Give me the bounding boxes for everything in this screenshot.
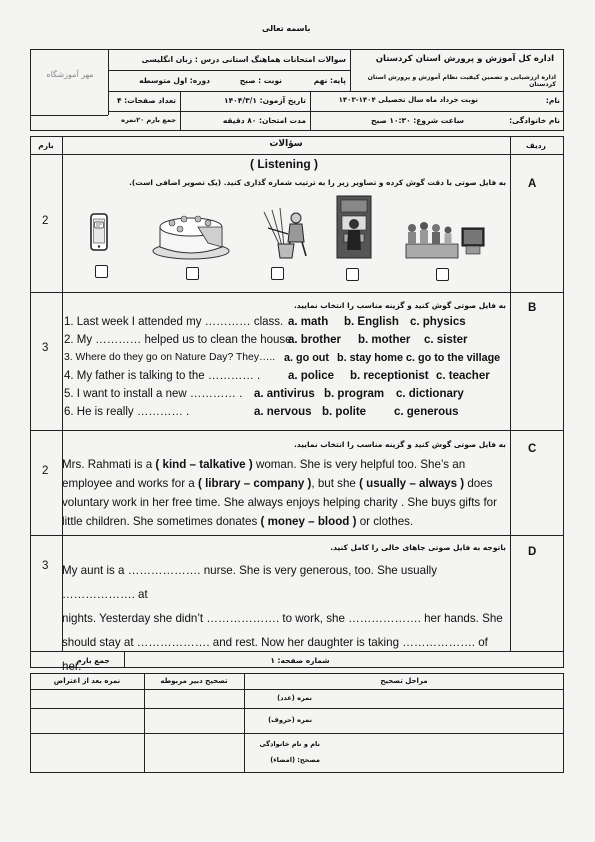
section-score-d: 3	[42, 560, 49, 572]
paragraph-c: Mrs. Rahmati is a ( kind – talkative ) woman. She is very helpful too. She’s an employee and works for a ( library – company ), but she ( usually – always ) does voluntary work in her free time. She always enjoys helping charity . She buys gifts for little children. She sometimes donates ( money – blood ) or clothes.	[62, 458, 497, 528]
page-number: شماره صفحه: ۱	[270, 656, 330, 665]
option-a[interactable]: a. math	[288, 316, 329, 328]
teacher-correction-header: تصحیح دبیر مربوطه	[160, 677, 228, 685]
corrector-name-label: نام و نام خانوادگی	[259, 740, 320, 748]
picture-checkbox-1[interactable]	[95, 265, 108, 278]
option-a[interactable]: a. go out	[284, 352, 329, 364]
exam-term: نوبت خرداد ماه سال تحصیلی ۱۴۰۴-۱۴۰۳	[338, 96, 478, 104]
option-b[interactable]: b. mother	[358, 334, 411, 346]
option-c[interactable]: c. sister	[424, 334, 468, 346]
phone-icon	[86, 212, 112, 254]
section-letter-c: C	[528, 443, 537, 455]
exam-date: تاریخ آزمون: ۱۴۰۴/۳/۱	[224, 96, 306, 105]
option-a[interactable]: a. antivirus	[254, 388, 315, 400]
picture-checkbox-2[interactable]	[186, 267, 199, 280]
atm-icon	[334, 194, 374, 260]
grading-steps-header: مراحل تصحیح	[380, 677, 428, 685]
list-item	[64, 352, 504, 368]
section-letter-d: D	[528, 546, 537, 558]
option-a[interactable]: a. brother	[288, 334, 342, 346]
question-text: 1. Last week I attended my ………… class.	[64, 316, 284, 328]
option-b[interactable]: b. program	[324, 388, 385, 400]
question-text: 2. My ………… helped us to clean the house.	[64, 334, 295, 346]
school-stamp-label: مهر آموزشگاه	[46, 70, 94, 79]
option-c[interactable]: c. dictionary	[396, 388, 464, 400]
section-score-a: 2	[42, 215, 49, 227]
score-letters-label: نمره (حروف)	[268, 716, 312, 724]
level-label: دوره: اول متوسطه	[139, 76, 210, 85]
choice-library-company[interactable]: ( library – company )	[197, 477, 312, 490]
duration: مدت امتحان: ۸۰ دقیقه	[222, 116, 306, 125]
option-c[interactable]: c. go to the village	[406, 352, 501, 364]
picture-checkbox-4[interactable]	[346, 268, 359, 281]
option-b[interactable]: b. polite	[322, 406, 367, 418]
fill-blank-line[interactable]: My aunt is a ………………. nurse. She is very generous, too. She usually ………………. at	[62, 564, 438, 601]
option-a[interactable]: a. nervous	[254, 406, 312, 418]
section-score-c: 2	[42, 465, 49, 477]
section-score-b: 3	[42, 342, 49, 354]
list-item	[64, 316, 504, 332]
score-numeric-label: نمره (عدد)	[277, 694, 312, 702]
option-b[interactable]: b. English	[344, 316, 399, 328]
list-item	[64, 334, 504, 350]
list-item	[64, 388, 504, 404]
fill-blank-line[interactable]: should stay at ………………. and rest. Now her daughter is taking ………………. of her.	[62, 636, 488, 673]
section-instruction-d: باتوجه به فایل صوتی جاهای خالی را کامل کنید.	[330, 543, 506, 552]
name-label: نام:	[545, 96, 560, 105]
section-instruction-b: به فایل صوتی گوش کنید و گزینه مناسب را انتخاب نمایید.	[293, 301, 506, 310]
corrector-sign-label: مصحح: (امضاء)	[270, 756, 320, 764]
option-c[interactable]: c. teacher	[436, 370, 490, 382]
question-text: 3. Where do they go on Nature Day? They…..	[64, 352, 276, 363]
family-label: نام خانوادگی:	[509, 116, 560, 125]
appeal-score-header: نمره بعد از اعتراض	[53, 677, 121, 685]
family-tv-icon	[404, 216, 486, 260]
section-instruction-c: به فایل صوتی گوش کنید و گزینه مناسب را انتخاب نمایید.	[293, 440, 506, 449]
choice-usually-always[interactable]: ( usually – always )	[359, 477, 465, 490]
choice-money-blood[interactable]: ( money – blood )	[260, 515, 357, 528]
listening-title: ( Listening )	[250, 157, 318, 171]
picture-checkbox-5[interactable]	[436, 268, 449, 281]
picture-checkbox-3[interactable]	[271, 267, 284, 280]
list-item	[64, 406, 504, 422]
option-a[interactable]: a. police	[288, 370, 335, 382]
option-c[interactable]: c. physics	[410, 316, 466, 328]
question-text: 6. He is really ………… .	[64, 406, 190, 418]
gardening-icon	[258, 206, 314, 260]
option-b[interactable]: b. stay home	[337, 352, 403, 364]
question-text: 5. I want to install a new ………… .	[64, 388, 243, 400]
shift-label: نوبت : صبح	[239, 76, 282, 85]
bismillah: باسمه تعالی	[262, 24, 311, 33]
cake-icon	[150, 205, 232, 261]
question-text: 4. My father is talking to the ………… .	[64, 370, 261, 382]
choice-kind-talkative[interactable]: ( kind – talkative )	[155, 458, 253, 471]
section-letter-b: B	[528, 302, 537, 314]
exam-title: سوالات امتحانات هماهنگ استانی درس : زبان انگلیسی	[141, 55, 346, 64]
section-instruction-a: به فایل صوتی با دقت گوش کرده و تصاویر زیر را به ترتیب شماره گذاری کنید. (یک تصویر اضافی است).	[129, 178, 506, 187]
department-title: اداره کل آموزش و پرورش استان کردستان	[375, 54, 554, 64]
total-score: جمع بارم ۲۰نمره	[121, 116, 176, 124]
option-b[interactable]: b. receptionist	[350, 370, 429, 382]
questions-header: سؤالات	[269, 139, 303, 149]
grade-label: پایه: نهم	[313, 76, 346, 85]
start-time: ساعت شروع: ۱۰:۳۰ صبح	[371, 116, 464, 125]
fill-blank-line[interactable]: nights. Yesterday she didn’t ………………. to work, she ………………. her hands. She	[62, 612, 503, 625]
option-c[interactable]: c. generous	[394, 406, 459, 418]
score-header: بارم	[38, 141, 54, 150]
row-header: ردیف	[526, 141, 546, 150]
page-count: تعداد صفحات: ۴	[116, 96, 176, 105]
department-subtitle: اداره ارزشیابی و تضمین کیفیت نظام آموزش و پرورش استان کردستان	[367, 74, 556, 88]
list-item	[64, 370, 504, 386]
total-score-label: جمع بارم	[76, 656, 110, 665]
section-letter-a: A	[528, 178, 537, 190]
